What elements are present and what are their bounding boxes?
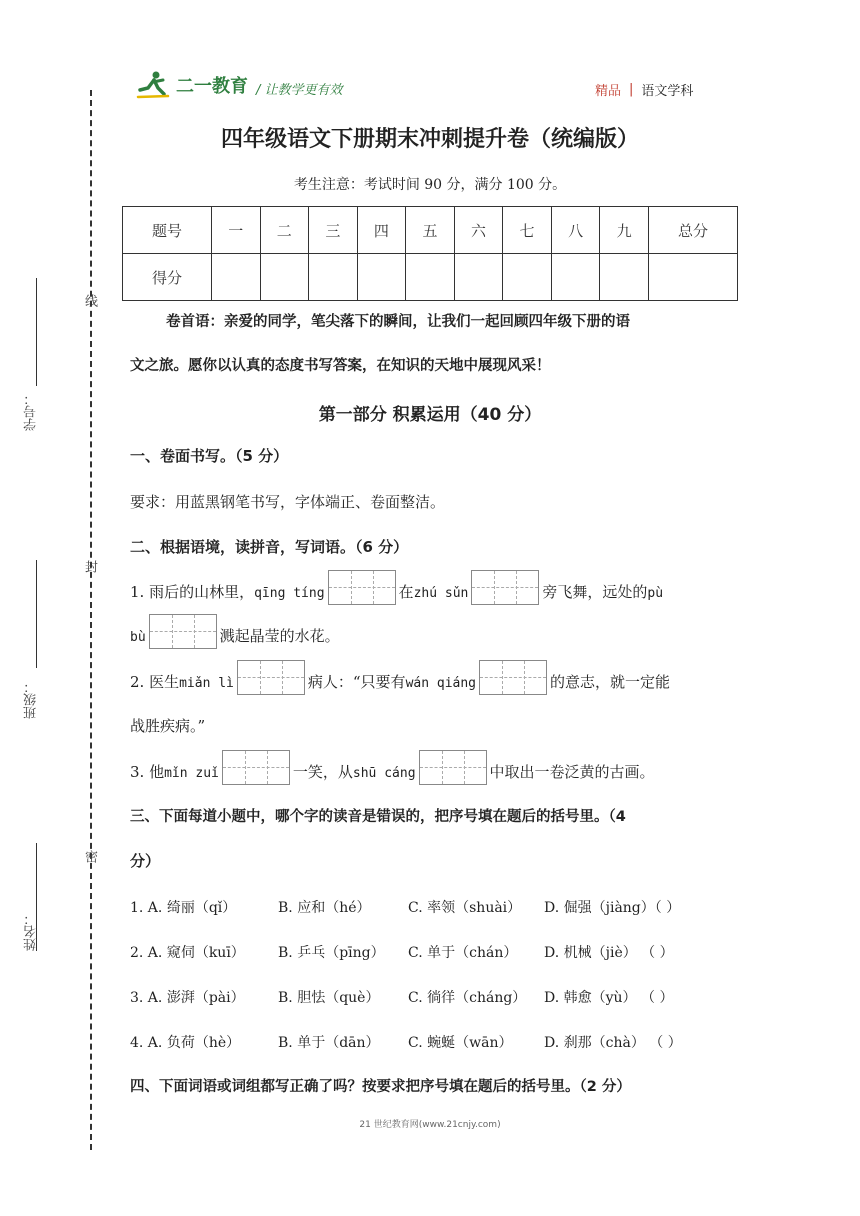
q2-sentence-2 [130, 660, 750, 695]
slogan: / 让教学更有效 [256, 83, 343, 98]
text: 病人：“只要有 [307, 673, 406, 691]
text: 溅起晶莹的水花。 [219, 627, 340, 645]
q2-sentence-1 [130, 570, 750, 605]
logo-text: 二一教育 [176, 76, 248, 97]
score-entry-cell[interactable] [260, 254, 309, 301]
q3-item-2 [130, 942, 750, 962]
score-entry-cell[interactable] [357, 254, 406, 301]
pinyin: bù [130, 630, 146, 645]
binding-char-mi: 密 [82, 850, 97, 863]
text: 中取出一卷泛黄的古画。 [489, 763, 655, 781]
option-a: 2. A. 窥伺（kuī） [130, 945, 245, 961]
answer-grid[interactable] [149, 614, 217, 649]
text: 3. 他 [130, 763, 165, 781]
table-cell: 二 [260, 207, 309, 254]
brand-logo [136, 70, 248, 100]
tag-highlight: 精品 [595, 84, 622, 99]
pinyin: mǐn zuǐ [164, 766, 219, 781]
option-b: B. 胆怯（què） [278, 990, 380, 1006]
student-id-line [36, 278, 37, 386]
text: 在 [398, 583, 414, 601]
option-b: B. 单于（dān） [278, 1035, 380, 1051]
q2-title: 二、根据语境，读拼音，写词语。（6 分） [130, 538, 409, 556]
q3-title-cont: 分） [130, 852, 161, 870]
table-cell: 九 [600, 207, 649, 254]
score-entry-cell[interactable] [454, 254, 503, 301]
table-cell: 题号 [123, 207, 212, 254]
score-table-score-row [123, 254, 738, 301]
table-cell: 四 [357, 207, 406, 254]
pinyin: miǎn lì [179, 676, 234, 691]
tag-separator: | [629, 82, 634, 97]
option-c: C. 徜徉（cháng） [408, 990, 527, 1006]
runner-logo-icon [136, 70, 170, 100]
q1-requirement: 要求：用蓝黑钢笔书写，字体端正、卷面整洁。 [130, 493, 446, 511]
class-line [36, 560, 37, 668]
table-cell: 总分 [648, 207, 737, 254]
q2-sentence-2-cont: 战胜疾病。” [130, 717, 206, 735]
option-a: 4. A. 负荷（hè） [130, 1035, 241, 1051]
pinyin: zhú sǔn [413, 586, 469, 601]
text: 一笑，从 [292, 763, 353, 781]
answer-grid[interactable] [222, 750, 290, 785]
binding-dashed-line [90, 90, 92, 1150]
score-entry-cell[interactable] [503, 254, 552, 301]
preface-line-2: 文之旅。愿你以认真的态度书写答案，在知识的天地中展现风采！ [130, 358, 551, 374]
class-label: 班级： [24, 680, 39, 719]
pinyin: pù [647, 586, 664, 601]
pinyin: shū cáng [352, 766, 416, 781]
header-tags [595, 80, 693, 99]
score-entry-cell[interactable] [211, 254, 260, 301]
page-title: 四年级语文下册期末冲刺提升卷（统编版） [220, 127, 639, 152]
q4-title: 四、下面词语或词组都写正确了吗？按要求把序号填在题后的括号里。（2 分） [130, 1079, 631, 1095]
table-cell: 五 [406, 207, 455, 254]
text: 2. 医生 [130, 673, 180, 691]
q3-item-4 [130, 1032, 750, 1052]
table-cell: 得分 [123, 254, 212, 301]
option-b: B. 乒乓（pīng） [278, 945, 385, 961]
score-entry-cell[interactable] [551, 254, 600, 301]
text: 的意志，就一定能 [550, 673, 671, 691]
answer-grid[interactable] [471, 570, 539, 605]
table-cell: 三 [309, 207, 358, 254]
option-d: D. 机械（jiè） （ ） [544, 945, 674, 961]
option-c: C. 率领（shuài） [408, 900, 522, 916]
score-entry-cell[interactable] [309, 254, 358, 301]
answer-grid[interactable] [419, 750, 487, 785]
binding-char-xian: 线 [82, 294, 97, 307]
answer-grid[interactable] [479, 660, 547, 695]
pinyin: wán qiáng [405, 676, 477, 691]
table-cell: 一 [211, 207, 260, 254]
student-id-label: 学号： [24, 392, 39, 431]
q1-title: 一、卷面书写。（5 分） [130, 447, 289, 465]
answer-grid[interactable] [328, 570, 396, 605]
score-entry-cell[interactable] [406, 254, 455, 301]
option-a: 1. A. 绮丽（qǐ） [130, 900, 237, 916]
option-c: C. 蜿蜒（wān） [408, 1035, 513, 1051]
option-b: B. 应和（hé） [278, 900, 371, 916]
table-cell: 六 [454, 207, 503, 254]
text: 旁飞舞，远处的 [542, 583, 648, 601]
table-cell: 七 [503, 207, 552, 254]
binding-char-feng: 封 [82, 560, 97, 573]
exam-notice: 考生注意：考试时间 90 分，满分 100 分。 [293, 177, 567, 193]
q3-title: 三、下面每道小题中，哪个字的读音是错误的，把序号填在题后的括号里。（4 [130, 809, 626, 825]
q2-sentence-1-cont [130, 614, 735, 649]
tag-subject: 语文学科 [641, 84, 694, 99]
option-a: 3. A. 澎湃（pài） [130, 990, 245, 1006]
option-c: C. 单于（chán） [408, 945, 518, 961]
answer-grid[interactable] [237, 660, 305, 695]
score-table [122, 206, 738, 301]
part-title: 第一部分 积累运用（40 分） [318, 405, 542, 425]
q3-item-3 [130, 987, 750, 1007]
q2-sentence-3 [130, 750, 750, 785]
page-footer: 21 世纪教育网(www.21cnjy.com) [359, 1120, 501, 1130]
score-entry-cell[interactable] [648, 254, 737, 301]
table-cell: 八 [551, 207, 600, 254]
score-entry-cell[interactable] [600, 254, 649, 301]
option-d: D. 倔强（jiàng）（ ） [544, 900, 681, 916]
preface-line-1: 卷首语：亲爱的同学，笔尖落下的瞬间，让我们一起回顾四年级下册的语 [166, 314, 630, 330]
score-table-header-row [123, 207, 738, 254]
option-d: D. 韩愈（yù） （ ） [544, 990, 674, 1006]
name-label: 姓名： [24, 912, 39, 951]
pinyin: qīng tíng [254, 586, 325, 601]
text: 1. 雨后的山林里， [130, 583, 255, 601]
option-d: D. 刹那（chà） （ ） [544, 1035, 682, 1051]
q3-item-1 [130, 897, 750, 917]
